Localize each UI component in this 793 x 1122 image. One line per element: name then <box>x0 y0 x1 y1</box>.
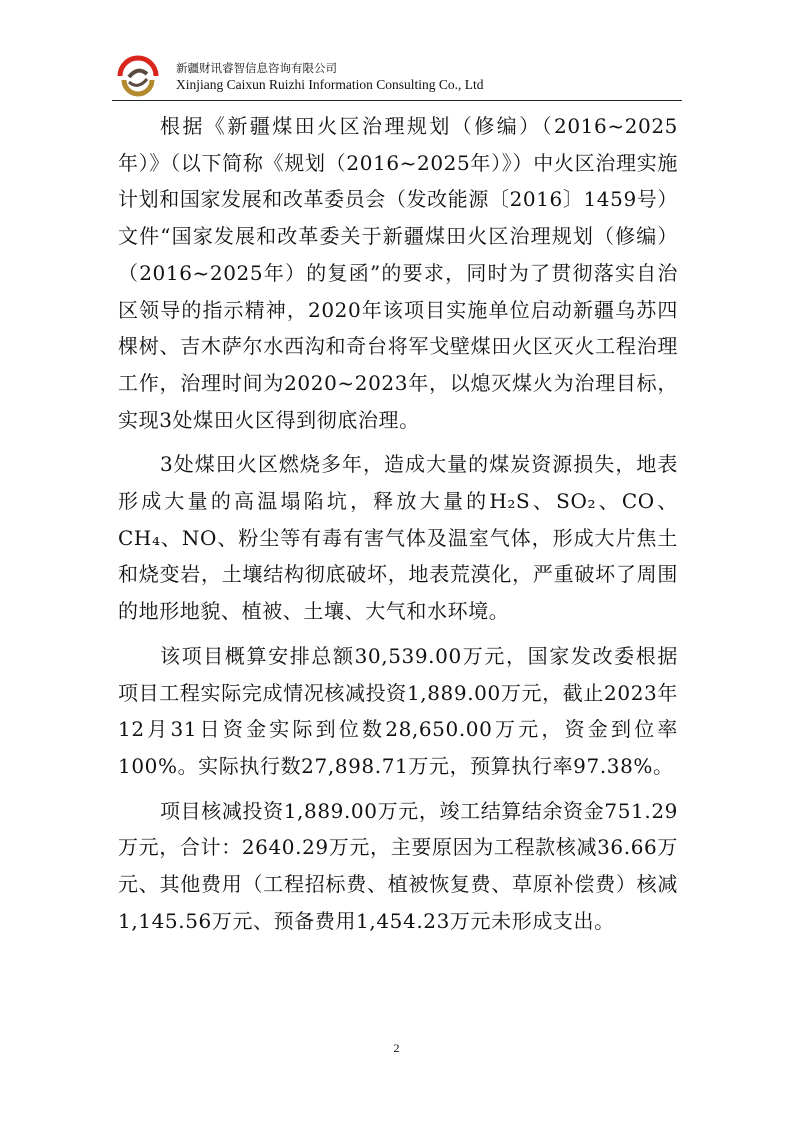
company-name-english: Xinjiang Caixun Ruizhi Information Consulting Co., Ltd <box>176 77 484 92</box>
paragraph-4: 项目核减投资1,889.00万元，竣工结算结余资金751.29万元，合计：2640.29万元，主要原因为工程款核减36.66万元、其他费用（工程招标费、植被恢复费、草原补偿费）核减1,145.56万元、预备费用1,454.23万元未形成支出。 <box>118 798 678 933</box>
paragraph-2: 3处煤田火区燃烧多年，造成大量的煤炭资源损失，地表形成大量的高温塌陷坑，释放大量的H₂S、SO₂、CO、CH₄、NO、粉尘等有毒有害气体及温室气体，形成大片焦土和烧变岩，土壤结构彻底破坏，地表荒漠化，严重破坏了周围的地形地貌、植被、土壤、大气和水环境。 <box>118 452 678 624</box>
header-divider <box>112 100 682 101</box>
page-header <box>112 52 682 102</box>
header-text <box>176 60 483 94</box>
document-body <box>118 108 678 939</box>
paragraph-3: 该项目概算安排总额30,539.00万元，国家发改委根据项目工程实际完成情况核减投资1,889.00万元，截止2023年12月31日资金实际到位数28,650.00万元，资金到位率100%。实际执行数27,898.71万元，预算执行率97.38%。 <box>118 643 678 778</box>
paragraph-1: 根据《新疆煤田火区治理规划（修编）（2016~2025年）》（以下简称《规划（2016~2025年）》）中火区治理实施计划和国家发展和改革委员会（发改能源〔2016〕1459号）文件“国家发展和改革委关于新疆煤田火区治理规划（修编）（2016~2025年）的复函”的要求，同时为了贯彻落实自治区领导的指示精神，2020年该项目实施单位启动新疆乌苏四棵树、吉木萨尔水西沟和奇台将军戈壁煤田火区灭火工程治理工作，治理时间为2020~2023年，以熄灭煤火为治理目标，实现3处煤田火区得到彻底治理。 <box>118 114 678 432</box>
company-logo-icon <box>112 52 164 98</box>
company-name-chinese: 新疆财讯睿智信息咨询有限公司 <box>176 61 337 75</box>
page-number: 2 <box>393 1041 400 1055</box>
